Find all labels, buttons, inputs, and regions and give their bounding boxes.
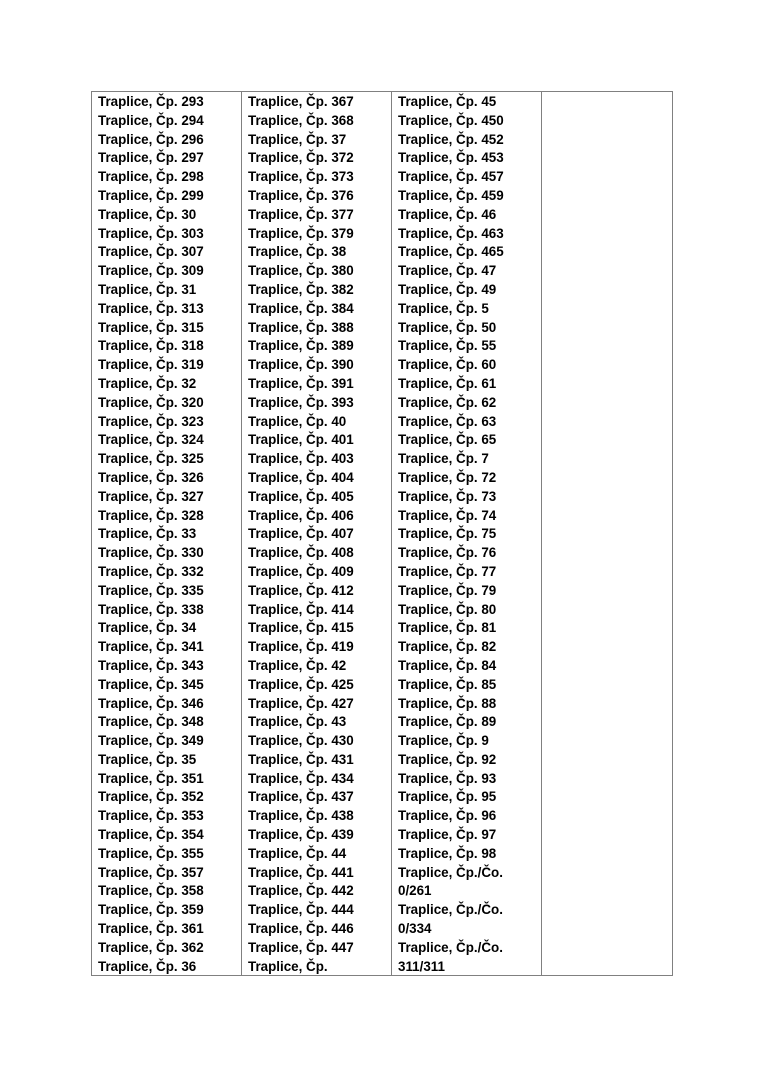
table-cell-line: Traplice, Čp. 62 — [398, 394, 497, 410]
table-cell-line: Traplice, Čp. 444 — [248, 902, 354, 918]
table-cell-line: Traplice, Čp. 419 — [248, 639, 354, 655]
table-cell-line: Traplice, Čp. 77 — [398, 563, 497, 579]
table-cell-line: Traplice, Čp. 380 — [248, 263, 354, 279]
table-cell-line: Traplice, Čp. 348 — [98, 714, 204, 730]
table-cell-line: Traplice, Čp. 85 — [398, 676, 497, 692]
table-cell-line: Traplice, Čp. 325 — [98, 451, 204, 467]
table-cell-line: Traplice, Čp. 38 — [248, 244, 347, 260]
table-cell-line: Traplice, Čp. 299 — [98, 187, 204, 203]
table-cell-line: Traplice, Čp. 343 — [98, 657, 204, 673]
table-cell-line: Traplice, Čp. 93 — [398, 770, 497, 786]
table-cell-line: Traplice, Čp. 332 — [98, 563, 204, 579]
table-cell-line: Traplice, Čp. 430 — [248, 733, 354, 749]
table-cell-line: 0/261 — [398, 883, 432, 899]
table-cell-line: Traplice, Čp. 298 — [98, 169, 204, 185]
table-cell-line: Traplice, Čp. 46 — [398, 206, 497, 222]
table-cell-line: Traplice, Čp./Čo. — [398, 939, 503, 955]
table-cell-line: Traplice, Čp. 81 — [398, 620, 497, 636]
table-cell-line: Traplice, Čp. 388 — [248, 319, 354, 335]
table-cell-line: Traplice, Čp. 373 — [248, 169, 354, 185]
table-cell-line: Traplice, Čp. 393 — [248, 394, 354, 410]
table-cell-line: Traplice, Čp. 63 — [398, 413, 497, 429]
table-cell-line: Traplice, Čp. 427 — [248, 695, 354, 711]
table-cell-line: Traplice, Čp. 406 — [248, 507, 354, 523]
table-cell-line: Traplice, Čp. 296 — [98, 131, 204, 147]
table-cell-line: Traplice, Čp. 368 — [248, 112, 354, 128]
table-cell-line: Traplice, Čp. 415 — [248, 620, 354, 636]
table-cell-line: Traplice, Čp. — [248, 958, 328, 974]
table-cell-line: Traplice, Čp. 447 — [248, 939, 354, 955]
table-cell-line: Traplice, Čp. 96 — [398, 808, 497, 824]
table-cell-line: Traplice, Čp. 351 — [98, 770, 204, 786]
table-cell-line: Traplice, Čp. 362 — [98, 939, 204, 955]
table-cell-line: Traplice, Čp. 98 — [398, 845, 497, 861]
table-cell-line: Traplice, Čp. 355 — [98, 845, 204, 861]
table-cell-line: Traplice, Čp. 9 — [398, 733, 489, 749]
table-cell-line: Traplice, Čp. 376 — [248, 187, 354, 203]
table-cell-line: Traplice, Čp. 377 — [248, 206, 354, 222]
table-cell-line: Traplice, Čp. 315 — [98, 319, 204, 335]
table-cell-line: Traplice, Čp./Čo. — [398, 902, 503, 918]
table-cell-line: Traplice, Čp. 49 — [398, 281, 497, 297]
table-cell-line: Traplice, Čp. 404 — [248, 469, 354, 485]
table-cell-line: Traplice, Čp. 359 — [98, 902, 204, 918]
table-cell-line: Traplice, Čp. 37 — [248, 131, 347, 147]
table-cell-line: Traplice, Čp. 73 — [398, 488, 497, 504]
table-cell-line: Traplice, Čp. 35 — [98, 751, 197, 767]
table-cell-line: Traplice, Čp. 401 — [248, 432, 354, 448]
table-cell-line: Traplice, Čp. 97 — [398, 827, 497, 843]
table-cell-line: Traplice, Čp. 463 — [398, 225, 504, 241]
table-cell-line: Traplice, Čp. 409 — [248, 563, 354, 579]
table-cell-line: Traplice, Čp. 412 — [248, 582, 354, 598]
table-cell-line: Traplice, Čp. 405 — [248, 488, 354, 504]
table-cell-line: Traplice, Čp. 55 — [398, 338, 497, 354]
table-cell-line: Traplice, Čp. 328 — [98, 507, 204, 523]
table-cell-line: Traplice, Čp. 323 — [98, 413, 204, 429]
table-cell-line: Traplice, Čp. 65 — [398, 432, 497, 448]
table-cell-line: Traplice, Čp. 32 — [98, 375, 197, 391]
table-cell-line: Traplice, Čp. 441 — [248, 864, 354, 880]
table-cell-line: Traplice, Čp. 95 — [398, 789, 497, 805]
table-column-1 — [92, 92, 242, 975]
table-cell-line: Traplice, Čp. 50 — [398, 319, 497, 335]
table-cell-line: Traplice, Čp. 88 — [398, 695, 497, 711]
table-cell-line: Traplice, Čp. 349 — [98, 733, 204, 749]
table-cell-line: 311/311 — [398, 958, 445, 974]
table-cell-line: Traplice, Čp. 42 — [248, 657, 347, 673]
table-cell-line: Traplice, Čp. 45 — [398, 94, 497, 109]
address-table — [91, 91, 673, 976]
table-cell-line: Traplice, Čp. 76 — [398, 545, 497, 561]
table-cell-line: Traplice, Čp. 434 — [248, 770, 354, 786]
table-cell-line: Traplice, Čp. 31 — [98, 281, 197, 297]
table-cell-line: Traplice, Čp. 407 — [248, 526, 354, 542]
table-cell-line: Traplice, Čp. 367 — [248, 94, 354, 109]
table-cell-line: Traplice, Čp. 79 — [398, 582, 497, 598]
table-cell-line: Traplice, Čp. 452 — [398, 131, 504, 147]
table-cell-line: Traplice, Čp. 82 — [398, 639, 497, 655]
table-cell-line: Traplice, Čp. 353 — [98, 808, 204, 824]
table-cell-line: Traplice, Čp. 75 — [398, 526, 497, 542]
table-cell-line: Traplice, Čp. 357 — [98, 864, 204, 880]
table-cell-line: Traplice, Čp. 34 — [98, 620, 197, 636]
table-cell-line: Traplice, Čp. 303 — [98, 225, 204, 241]
table-cell-line: Traplice, Čp. 450 — [398, 112, 504, 128]
table-cell-line: Traplice, Čp. 326 — [98, 469, 204, 485]
table-cell-line: Traplice, Čp. 43 — [248, 714, 347, 730]
table-cell-line: Traplice, Čp. 390 — [248, 357, 354, 373]
table-cell-line: Traplice, Čp. 425 — [248, 676, 354, 692]
table-cell-line: Traplice, Čp. 379 — [248, 225, 354, 241]
table-cell-line: Traplice, Čp. 453 — [398, 150, 504, 166]
table-cell-line: Traplice, Čp. 60 — [398, 357, 497, 373]
table-cell-line: Traplice, Čp. 320 — [98, 394, 204, 410]
table-cell-line: Traplice, Čp. 309 — [98, 263, 204, 279]
table-cell-line: Traplice, Čp. 358 — [98, 883, 204, 899]
table-cell-line: Traplice, Čp. 36 — [98, 958, 197, 974]
table-cell-line: Traplice, Čp. 80 — [398, 601, 497, 617]
table-cell-line: Traplice, Čp. 84 — [398, 657, 497, 673]
table-cell-line: Traplice, Čp. 346 — [98, 695, 204, 711]
table-cell-line: Traplice, Čp. 47 — [398, 263, 497, 279]
table-cell-line: Traplice, Čp. 294 — [98, 112, 204, 128]
table-cell-line: Traplice, Čp. 391 — [248, 375, 354, 391]
table-cell-line: Traplice, Čp. 324 — [98, 432, 204, 448]
table-cell-line: Traplice, Čp. 61 — [398, 375, 497, 391]
table-cell-line: Traplice, Čp. 345 — [98, 676, 204, 692]
table-cell-line: Traplice, Čp. 89 — [398, 714, 497, 730]
table-column-4 — [542, 92, 672, 975]
table-cell-line: Traplice, Čp. 446 — [248, 921, 354, 937]
table-cell-line: Traplice, Čp. 389 — [248, 338, 354, 354]
table-cell-line: Traplice, Čp. 33 — [98, 526, 197, 542]
table-cell-line: 0/334 — [398, 921, 432, 937]
table-cell-line: Traplice, Čp. 352 — [98, 789, 204, 805]
table-cell-line: Traplice, Čp. 40 — [248, 413, 347, 429]
table-cell-line: Traplice, Čp. 7 — [398, 451, 489, 467]
table-cell-line: Traplice, Čp. 338 — [98, 601, 204, 617]
table-cell-line: Traplice, Čp. 354 — [98, 827, 204, 843]
table-cell-line: Traplice, Čp. 361 — [98, 921, 204, 937]
table-cell-line: Traplice, Čp. 439 — [248, 827, 354, 843]
table-cell-line: Traplice, Čp. 293 — [98, 94, 204, 109]
table-cell-line: Traplice, Čp. 414 — [248, 601, 354, 617]
table-cell-line: Traplice, Čp. 372 — [248, 150, 354, 166]
table-cell-line: Traplice, Čp. 307 — [98, 244, 204, 260]
table-cell-line: Traplice, Čp. 319 — [98, 357, 204, 373]
table-column-3 — [392, 92, 542, 975]
table-cell-line: Traplice, Čp. 437 — [248, 789, 354, 805]
table-cell-line: Traplice, Čp. 313 — [98, 300, 204, 316]
table-cell-line: Traplice, Čp. 403 — [248, 451, 354, 467]
table-cell-line: Traplice, Čp. 341 — [98, 639, 204, 655]
table-cell-line: Traplice, Čp. 327 — [98, 488, 204, 504]
table-cell-line: Traplice, Čp. 330 — [98, 545, 204, 561]
table-cell-line: Traplice, Čp. 72 — [398, 469, 497, 485]
table-cell-line: Traplice, Čp. 74 — [398, 507, 497, 523]
table-cell-line: Traplice, Čp. 459 — [398, 187, 504, 203]
table-cell-line: Traplice, Čp. 5 — [398, 300, 489, 316]
table-cell-line: Traplice, Čp. 44 — [248, 845, 347, 861]
table-cell-line: Traplice, Čp. 92 — [398, 751, 497, 767]
table-cell-line: Traplice, Čp. 431 — [248, 751, 354, 767]
table-column-2 — [242, 92, 392, 975]
table-cell-line: Traplice, Čp. 457 — [398, 169, 504, 185]
table-cell-line: Traplice, Čp. 408 — [248, 545, 354, 561]
table-cell-line: Traplice, Čp. 465 — [398, 244, 504, 260]
table-cell-line: Traplice, Čp. 335 — [98, 582, 204, 598]
table-cell-line: Traplice, Čp. 382 — [248, 281, 354, 297]
table-cell-line: Traplice, Čp. 297 — [98, 150, 204, 166]
table-cell-line: Traplice, Čp. 384 — [248, 300, 354, 316]
table-cell-line: Traplice, Čp. 30 — [98, 206, 197, 222]
table-cell-line: Traplice, Čp./Čo. — [398, 864, 503, 880]
table-cell-line: Traplice, Čp. 442 — [248, 883, 354, 899]
table-cell-line: Traplice, Čp. 318 — [98, 338, 204, 354]
table-cell-line: Traplice, Čp. 438 — [248, 808, 354, 824]
